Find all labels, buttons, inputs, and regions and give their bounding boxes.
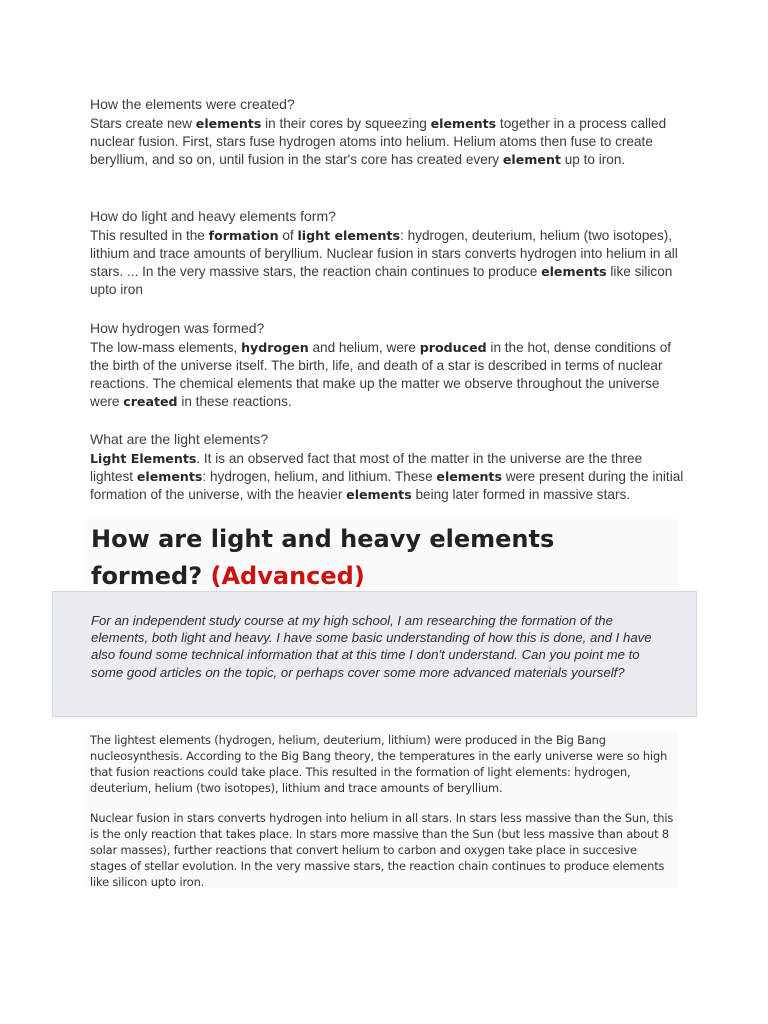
bold-keyword: Light Elements bbox=[90, 451, 197, 466]
answer-paragraph: The low-mass elements, hydrogen and helium, were produced in the hot, dense conditions of the birth of the universe itself. The birth, life, and death of a star is described in terms of nuclear reactions. The chemical elements that make up the matter we observe throughout the universe were created in these reactions. bbox=[90, 340, 672, 409]
answer-paragraph: This resulted in the formation of light elements: hydrogen, deuterium, helium (two isotopes), lithium and trace amounts of beryllium. Nuclear fusion in stars converts hydrogen into helium in all stars. ... In the very massive stars, the reaction chain continues to produce elements like silicon upto iron bbox=[90, 228, 678, 297]
question-heading: How the elements were created? bbox=[90, 96, 295, 112]
bold-keyword: elements bbox=[346, 487, 412, 502]
answer-paragraph: Light Elements. It is an observed fact that most of the matter in the universe are the three lightest elements: hydrogen, helium, and lithium. These elements were present during the initial formation of the universe, with the heavier elements being later formed in massive stars. bbox=[90, 451, 684, 502]
answer-paragraph: Stars create new elements in their cores by squeezing elements together in a process called nuclear fusion. First, stars fuse hydrogen atoms into helium. Helium atoms then fuse to create beryllium, and so on, until fusion in the star's core has created every element up to iron. bbox=[90, 116, 667, 167]
bold-keyword: produced bbox=[419, 340, 487, 355]
bold-keyword: hydrogen bbox=[241, 340, 309, 355]
question-heading: What are the light elements? bbox=[90, 431, 269, 447]
bold-keyword: elements bbox=[195, 116, 262, 131]
bold-keyword: light elements bbox=[297, 228, 401, 243]
qa-section-elements-created bbox=[90, 95, 686, 169]
bold-keyword: elements bbox=[541, 264, 607, 279]
question-heading: How hydrogen was formed? bbox=[90, 320, 265, 336]
bold-keyword: element bbox=[502, 152, 561, 167]
advanced-heading-text: How are light and heavy elements formed? bbox=[91, 525, 555, 590]
advanced-answer-block bbox=[86, 731, 678, 888]
answer-paragraph-1: The lightest elements (hydrogen, helium, deuterium, lithium) were produced in the Big Bang nucleosynthesis. According to the Big Bang theory, the temperatures in the early universe were so high that fusion reactions could take place. This resulted in the formation of light elements: hydrogen, deuterium, helium (two isotopes), lithium and trace amounts of beryllium. bbox=[90, 733, 668, 795]
question-heading: How do light and heavy elements form? bbox=[90, 208, 336, 224]
reader-question-box bbox=[52, 591, 697, 717]
bold-keyword: created bbox=[123, 394, 178, 409]
qa-section-light-heavy-form bbox=[90, 207, 686, 299]
bold-keyword: elements bbox=[136, 469, 203, 484]
advanced-tag: (Advanced) bbox=[210, 562, 365, 590]
reader-question-text: For an independent study course at my high school, I am researching the formation of the elements, both light and heavy. I have some basic understanding of how this is done, and I have also found some technical information that at this time I don't understand. Can you point me to some good articles on the topic, or perhaps cover some more advanced materials yourself? bbox=[91, 613, 652, 680]
advanced-heading-block bbox=[86, 519, 678, 591]
bold-keyword: formation bbox=[208, 228, 279, 243]
answer-paragraph-2: Nuclear fusion in stars converts hydrogen into helium in all stars. In stars less massive than the Sun, this is the only reaction that takes place. In stars more massive than the Sun (but less massive than about 8 solar masses), further reactions that convert helium to carbon and oxygen take place in succesive stages of stellar evolution. In the very massive stars, the reaction chain continues to produce elements like silicon upto iron. bbox=[90, 811, 674, 889]
bold-keyword: elements bbox=[436, 469, 502, 484]
qa-section-light-elements bbox=[90, 430, 686, 504]
advanced-heading bbox=[91, 521, 671, 595]
qa-section-hydrogen-formed bbox=[90, 319, 686, 411]
bold-keyword: elements bbox=[430, 116, 497, 131]
